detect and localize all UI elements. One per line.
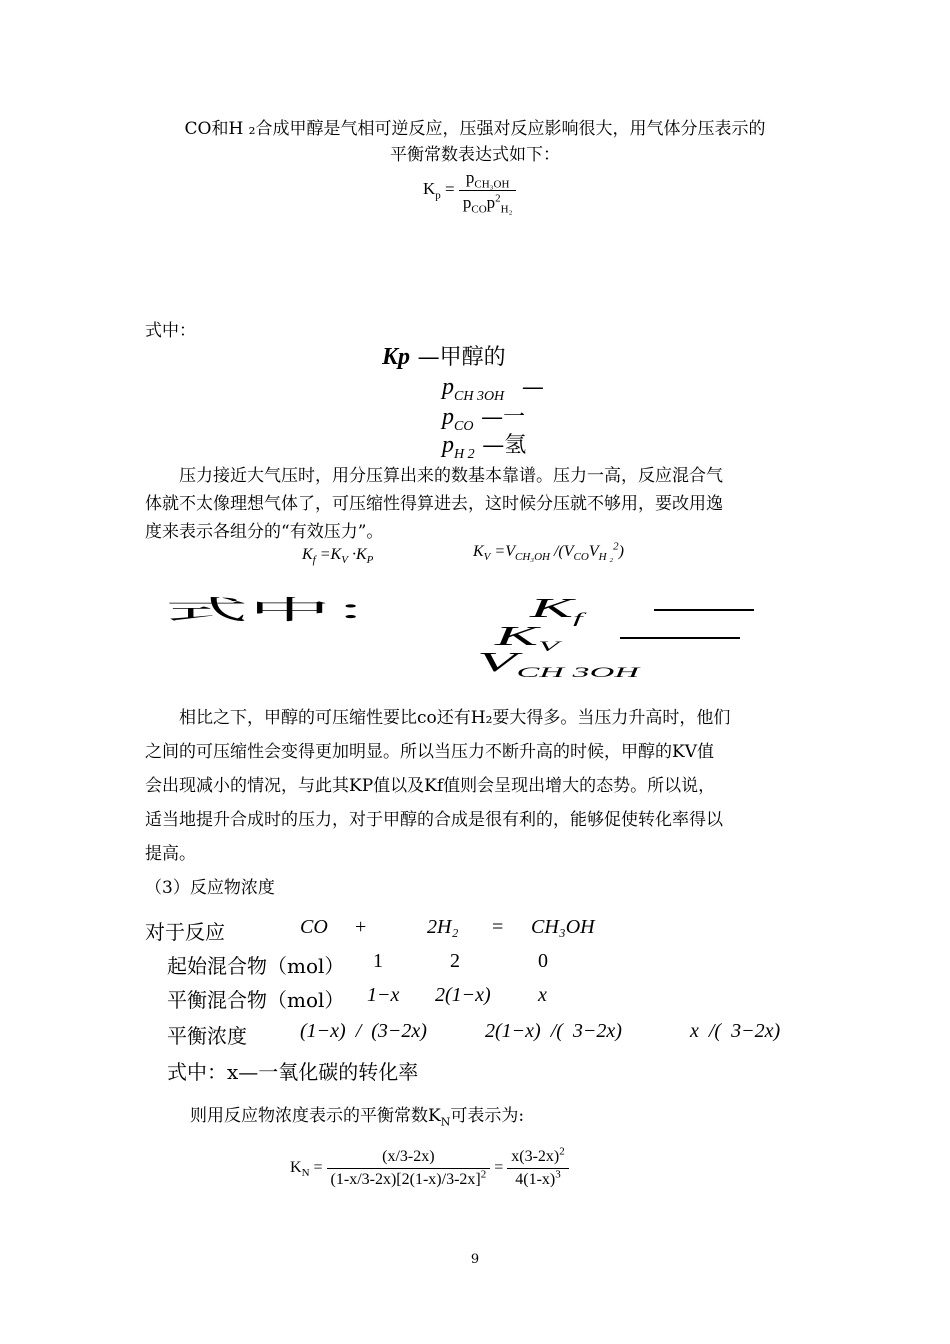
initial-co: 1 [373, 950, 383, 972]
paragraph-fugacity [145, 462, 810, 546]
kf-dash [654, 609, 754, 611]
kn-equals-1: = [313, 1159, 323, 1177]
kn-fraction-2: $\frac{x(3-2x)^2}{4(1-x)^3}$ [507, 1148, 568, 1189]
equilibrium-h2: 2(1−x) [435, 984, 491, 1006]
kn-intro: 则用反应物浓度表示的平衡常数$K_N$可表示为: [190, 1106, 525, 1129]
initial-h2: 2 [450, 950, 460, 972]
equilibrium-concentration-label: 平衡浓度 [167, 1024, 247, 1048]
para2-line-3: 会出现减小的情况，与此其KP值以及Kf值则会呈现出增大的态势。所以说， [145, 776, 716, 796]
kf-symbol: $K_f$ [530, 588, 754, 628]
para1-line-1: 压力接近大气压时，用分压算出来的数基本靠谱。压力一高，反应混合气 [179, 466, 723, 486]
para2-line-1: 相比之下，甲醇的可压缩性要比co还有H₂要大得多。当压力升高时，他们 [179, 708, 731, 728]
equals-sign: = [492, 916, 504, 938]
paragraph-compressibility [145, 701, 810, 871]
kf-equation: $K_f =K_V \cdot K_P$ [302, 546, 374, 567]
kv-equation: $K_V =V_{CH_3OH}$ $/(V_{CO}V_{H _2}^2)$ [473, 540, 624, 564]
intro-line-1: CO和H ₂合成甲醇是气相可逆反应，压强对反应影响很大，用气体分压表示的 [184, 119, 766, 139]
reactant-co: CO [300, 916, 328, 938]
kn-lhs: $K_N$ [290, 1159, 310, 1180]
kp-fraction: $\frac{p_{CH_3OH}}{p_{CO}p^2_{H_2}}$ [459, 168, 517, 213]
kn-fraction-1: $\frac{(x/3-2x)}{(1-x/3-2x)[2(1-x)/3-2x]^2}$ [327, 1148, 491, 1189]
p-h2-description: —氢 [482, 433, 527, 458]
v-ch3oh-symbol: $V_{CH 3OH}$ [477, 647, 640, 680]
kv-symbol: $K_V$ [495, 616, 740, 656]
p-ch3oh-description: — [521, 375, 544, 400]
kp-equals: = [445, 179, 455, 199]
concentration-ch3oh: x /( 3−2x) [690, 1020, 781, 1042]
kp-equation [423, 168, 516, 216]
para1-line-3: 度来表示各组分的“有效压力”。 [145, 522, 384, 542]
concentration-co: (1−x) / (3−2x) [300, 1020, 427, 1042]
para2-line-5: 提高。 [145, 844, 196, 864]
kn-equation [290, 1145, 569, 1189]
kv-dash [620, 637, 740, 639]
symbol-definitions-2 [165, 588, 815, 680]
concentration-h2: 2(1−x) /( 3−2x) [485, 1020, 622, 1042]
p-ch3oh-symbol: $p_{CH 3OH}$ [442, 374, 505, 404]
symbol-definitions-1 [382, 340, 632, 462]
plus-sign: + [355, 916, 367, 938]
conversion-note: 式中：x—一氧化碳的转化率 [167, 1060, 419, 1084]
p-h2-symbol: $p_{H 2}$ [442, 432, 475, 462]
para2-line-2: 之间的可压缩性会变得更加明显。所以当压力不断升高的时候，甲醇的KV值 [145, 742, 714, 762]
para1-line-2: 体就不太像理想气体了，可压缩性得算进去，这时候分压就不够用，要改用逸 [145, 494, 723, 514]
kp-description: —甲醇的 [417, 345, 506, 370]
section-heading: （3）反应物浓度 [145, 878, 275, 898]
initial-mixture-label: 起始混合物（mol） [167, 954, 345, 978]
page-number: 9 [470, 1252, 480, 1267]
reaction-label: 对于反应 [145, 920, 225, 944]
kn-equals-2: = [494, 1159, 504, 1177]
equilibrium-mixture-label: 平衡混合物（mol） [167, 988, 345, 1012]
intro-paragraph [140, 112, 810, 172]
intro-line-2: 平衡常数表达式如下： [390, 145, 560, 165]
p-co-symbol: $p_{CO}$ [442, 404, 474, 434]
reactant-h2: 2H₂ [427, 916, 459, 938]
product-ch3oh: CH₃OH [531, 916, 595, 938]
kp-symbol: Kp [382, 344, 411, 370]
p-co-description: —一 [481, 405, 526, 430]
equilibrium-ch3oh: x [538, 984, 547, 1006]
para2-line-4: 适当地提升合成时的压力，对于甲醇的合成是很有利的，能够促使转化率得以 [145, 810, 723, 830]
kp-lhs: $K_p$ [423, 179, 441, 202]
initial-ch3oh: 0 [538, 950, 548, 972]
reaction-table [145, 916, 815, 1091]
where-label-2: 式中： [165, 596, 415, 626]
where-label-1: 式中： [145, 321, 196, 341]
equilibrium-co: 1−x [367, 984, 400, 1006]
